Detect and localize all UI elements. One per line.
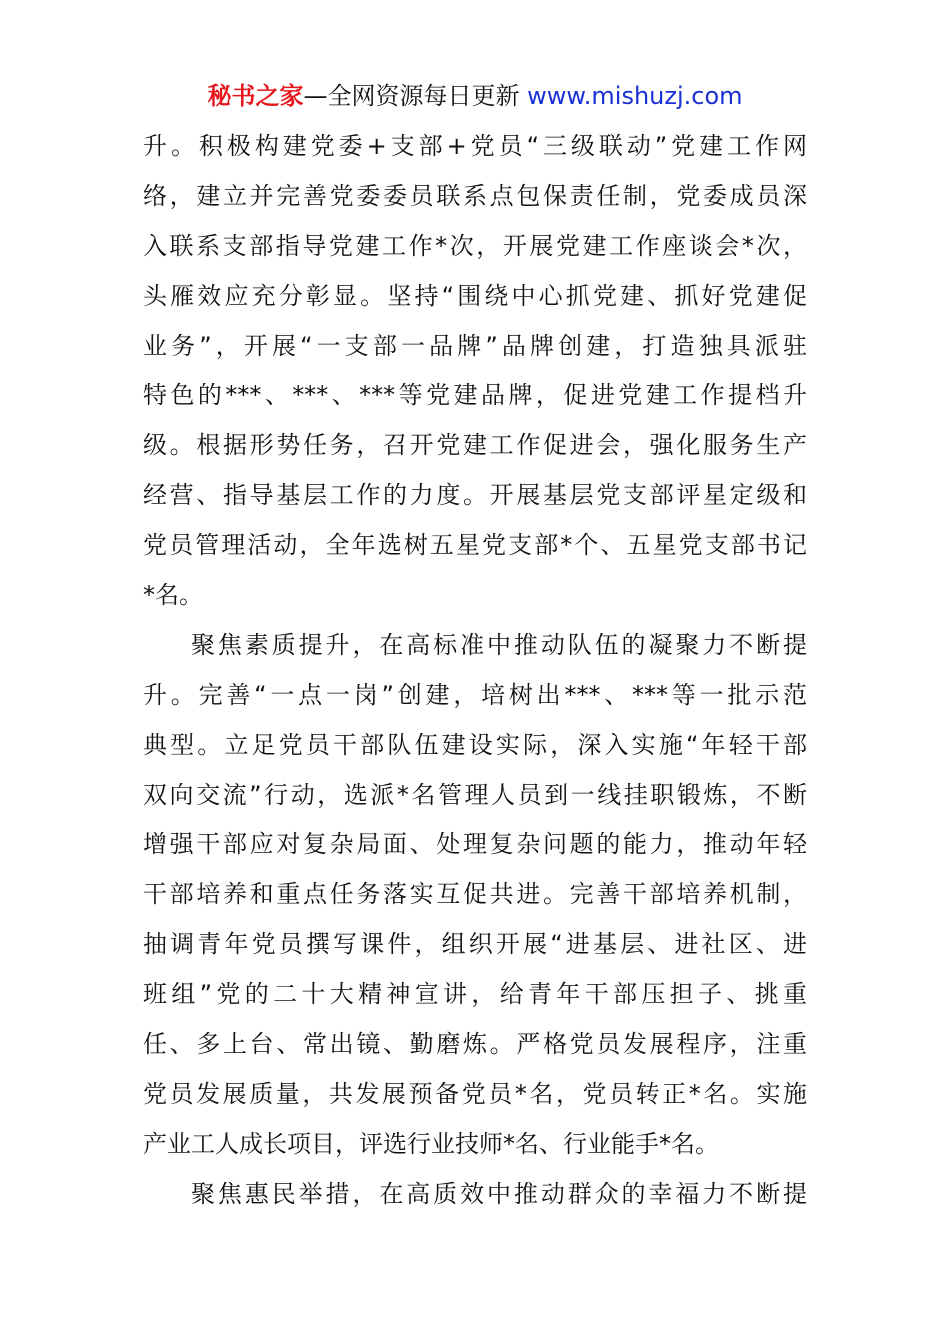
text-line: 双向交流”行动，选派*名管理人员到一线挂职锻炼，不断 [143,780,807,809]
text-line: 升。完善“一点一岗”创建，培树出***、***等一批示范 [143,680,807,709]
text-line: 班组”党的二十大精神宣讲，给青年干部压担子、挑重 [143,980,807,1009]
text-line: 头雁效应充分彰显。坚持“围绕中心抓党建、抓好党建促 [143,281,807,310]
text-line: 干部培养和重点任务落实互促共进。完善干部培养机制， [143,880,807,909]
text-line: 党员管理活动，全年选树五星党支部*个、五星党支部书记 [143,531,807,560]
text-line: 增强干部应对复杂局面、处理复杂问题的能力，推动年轻 [143,830,807,859]
text-line: 级。根据形势任务，召开党建工作促进会，强化服务生产 [143,431,807,460]
site-tagline: —全网资源每日更新 [303,82,528,110]
site-brand: 秘书之家 [207,82,304,110]
text-line: 络，建立并完善党委委员联系点包保责任制，党委成员深 [143,181,807,210]
text-line: 业务”，开展“一支部一品牌”品牌创建，打造独具派驻 [143,331,807,360]
text-line: 入联系支部指导党建工作*次，开展党建工作座谈会*次， [143,231,807,260]
text-line: 聚焦素质提升，在高标准中推动队伍的凝聚力不断提 [191,630,807,659]
text-line: 聚焦惠民举措，在高质效中推动群众的幸福力不断提 [191,1179,807,1208]
text-line: 特色的***、***、***等党建品牌，促进党建工作提档升 [143,381,807,410]
site-url-link[interactable]: www.mishuzj.com [527,82,743,110]
text-line: 产业工人成长项目，评选行业技师*名、行业能手*名。 [143,1129,719,1158]
text-line: 任、多上台、常出镜、勤磨炼。严格党员发展程序，注重 [143,1030,807,1059]
text-line: 典型。立足党员干部队伍建设实际，深入实施“年轻干部 [143,730,807,759]
site-header [0,80,950,112]
text-line: 党员发展质量，共发展预备党员*名，党员转正*名。实施 [143,1079,807,1108]
text-line: 经营、指导基层工作的力度。开展基层党支部评星定级和 [143,481,807,510]
document-body [143,122,807,1220]
text-line: 抽调青年党员撰写课件，组织开展“进基层、进社区、进 [143,930,807,959]
text-line: *名。 [143,581,203,610]
text-line: 升。积极构建党委+支部+党员“三级联动”党建工作网 [143,132,807,160]
